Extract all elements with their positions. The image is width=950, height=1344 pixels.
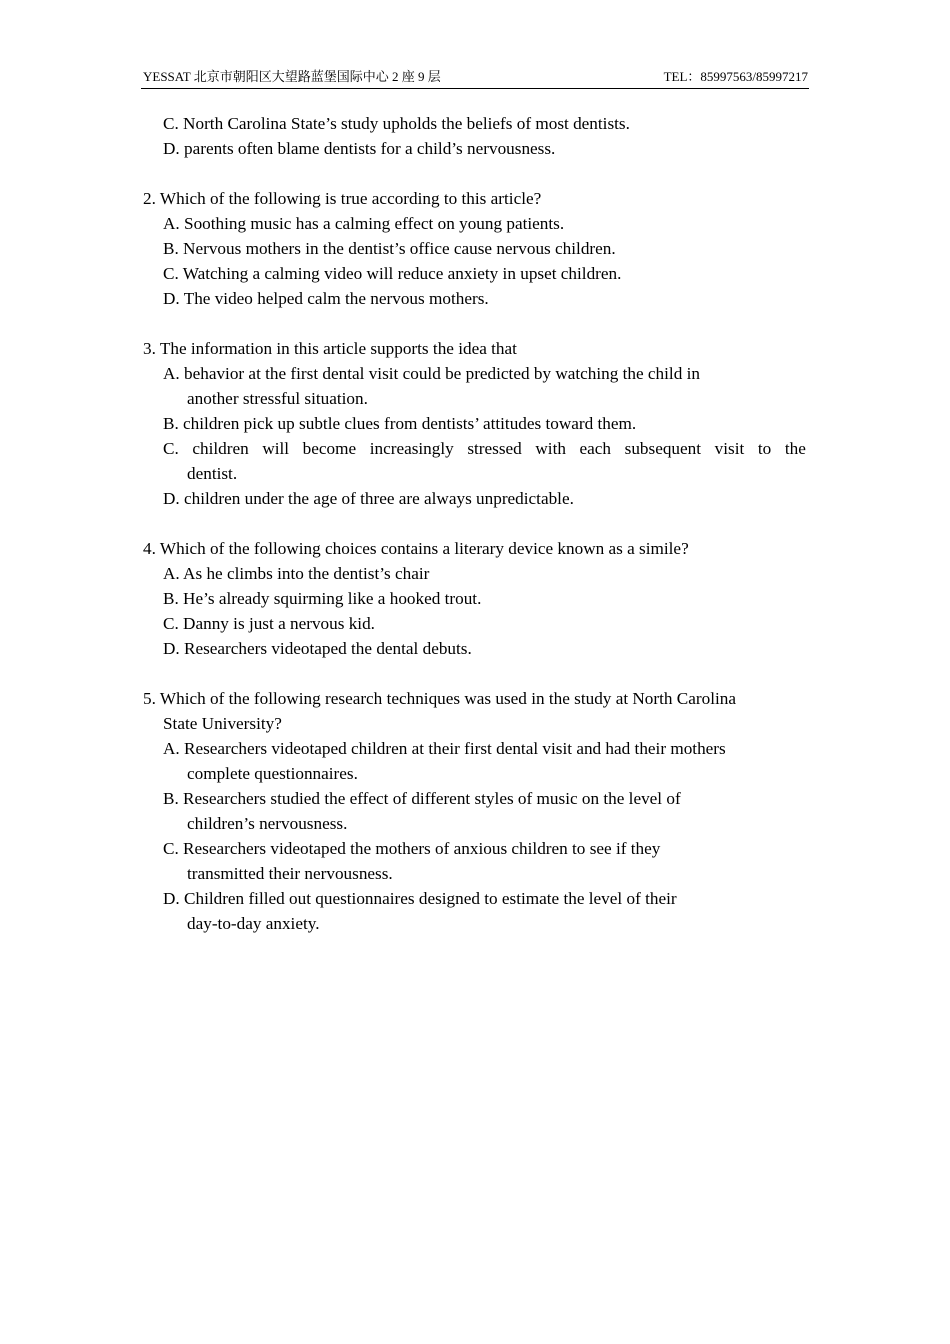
q2-option-b: B. Nervous mothers in the dentist’s office cause nervous children. [163, 239, 616, 258]
q3-c-word: visit [714, 439, 745, 458]
q3-c-word: the [784, 439, 806, 458]
q3-c-word: to [757, 439, 772, 458]
q1-option-c: C. North Carolina State’s study upholds the beliefs of most dentists. [163, 114, 630, 133]
q4-option-c: C. Danny is just a nervous kid. [163, 614, 375, 633]
q1-option-d: D. parents often blame dentists for a child’s nervousness. [163, 139, 556, 158]
q3-option-a: A. behavior at the first dental visit could be predicted by watching the child in [163, 364, 700, 383]
header-phone: TEL：85997563/85997217 [663, 69, 808, 84]
question-1-continued [143, 111, 808, 161]
q5-option-b: B. Researchers studied the effect of different styles of music on the level of [163, 789, 681, 808]
q3-c-word: with [535, 439, 566, 458]
q5-stem-continued: State University? [163, 714, 282, 733]
q3-option-d: D. children under the age of three are always unpredictable. [163, 489, 574, 508]
question-list [143, 111, 808, 936]
header-divider [141, 88, 809, 89]
q3-stem: 3. The information in this article supports the idea that [143, 339, 517, 358]
q5-option-d: D. Children filled out questionnaires designed to estimate the level of their [163, 889, 677, 908]
q3-c-word: each [579, 439, 612, 458]
q3-option-c [143, 436, 806, 461]
question-4 [143, 536, 808, 661]
q3-c-word: subsequent [624, 439, 702, 458]
q2-option-a: A. Soothing music has a calming effect on young patients. [163, 214, 565, 233]
page-header [143, 68, 808, 86]
q5-option-b-continued: children’s nervousness. [187, 814, 348, 833]
q4-option-d: D. Researchers videotaped the dental debuts. [163, 639, 472, 658]
q3-c-word: C. [163, 439, 179, 458]
header-address: YESSAT 北京市朝阳区大望路蓝堡国际中心 2 座 9 层 [143, 69, 441, 84]
q5-option-a-continued: complete questionnaires. [187, 764, 358, 783]
q3-c-word: children [192, 439, 249, 458]
q3-option-b: B. children pick up subtle clues from dentists’ attitudes toward them. [163, 414, 637, 433]
question-5 [143, 686, 808, 936]
question-2 [143, 186, 808, 311]
q4-option-a: A. As he climbs into the dentist’s chair [163, 564, 430, 583]
q5-option-c-continued: transmitted their nervousness. [187, 864, 393, 883]
q3-c-word: stressed [467, 439, 522, 458]
q3-option-a-continued: another stressful situation. [187, 389, 368, 408]
q5-option-d-continued: day-to-day anxiety. [187, 914, 320, 933]
q4-stem: 4. Which of the following choices contains a literary device known as a simile? [143, 539, 689, 558]
q2-option-d: D. The video helped calm the nervous mothers. [163, 289, 489, 308]
q4-option-b: B. He’s already squirming like a hooked trout. [163, 589, 482, 608]
q5-option-c: C. Researchers videotaped the mothers of anxious children to see if they [163, 839, 661, 858]
q5-stem: 5. Which of the following research techniques was used in the study at North Carolina [143, 689, 736, 708]
q3-c-word: become [302, 439, 357, 458]
q5-option-a: A. Researchers videotaped children at their first dental visit and had their mothers [163, 739, 726, 758]
q2-option-c: C. Watching a calming video will reduce anxiety in upset children. [163, 264, 622, 283]
question-3 [143, 336, 808, 511]
q3-c-word: increasingly [369, 439, 454, 458]
q3-c-word: will [262, 439, 290, 458]
q3-option-c-continued: dentist. [187, 464, 238, 483]
q2-stem: 2. Which of the following is true according to this article? [143, 189, 542, 208]
